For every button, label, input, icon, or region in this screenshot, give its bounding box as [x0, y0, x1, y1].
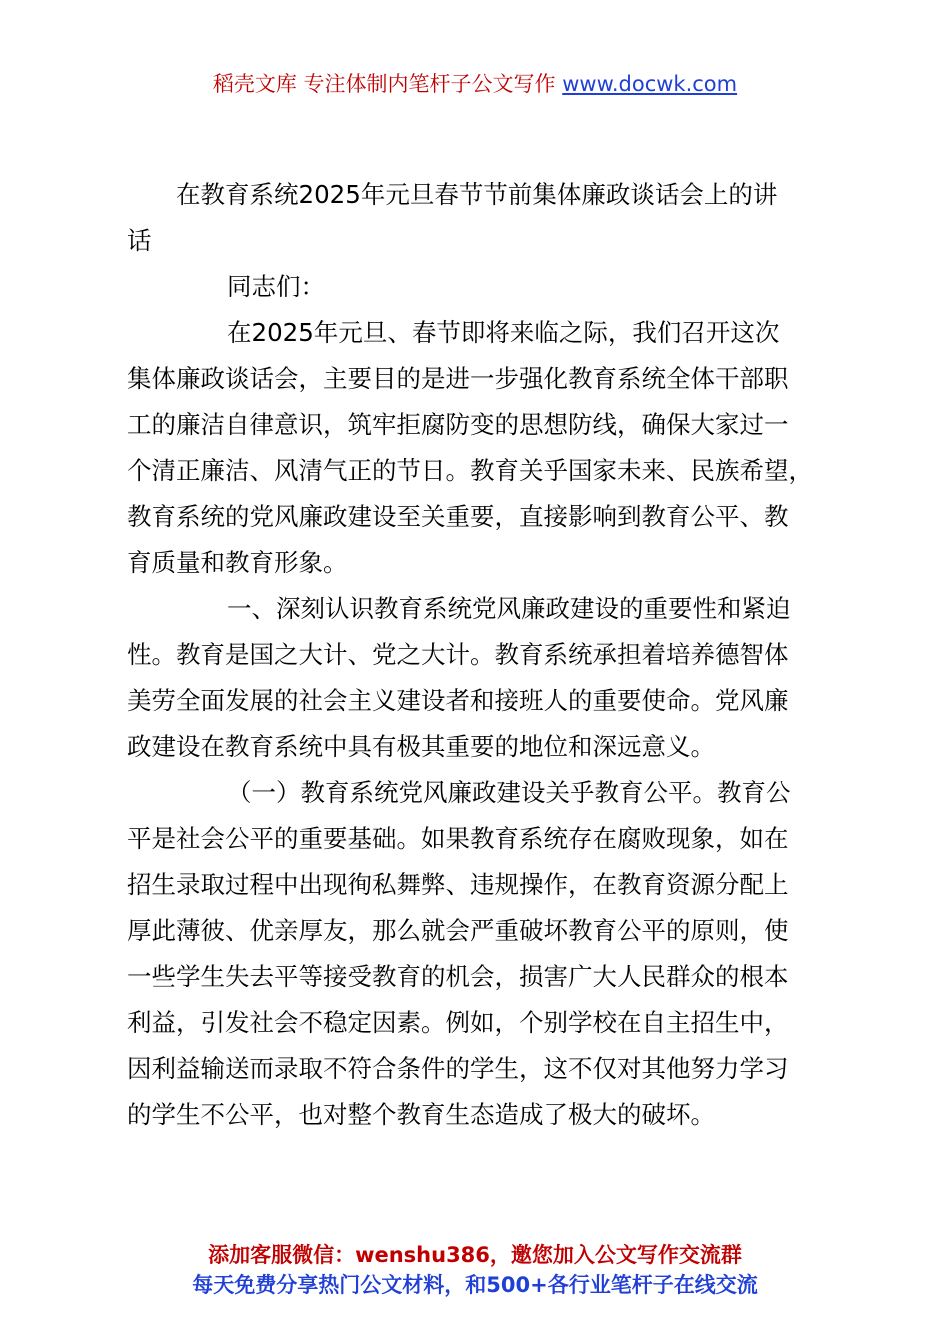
- paragraph-3-line: 一些学生失去平等接受教育的机会，损害广大人民群众的根本: [127, 962, 789, 991]
- paragraph-2-line: 美劳全面发展的社会主义建设者和接班人的重要使命。党风廉: [127, 686, 789, 715]
- paragraph-1-line: 教育系统的党风廉政建设至关重要，直接影响到教育公平、教: [127, 502, 789, 531]
- doc-title-line-2: 话: [127, 226, 152, 255]
- header-banner: [0, 70, 950, 98]
- paragraph-3-line: 招生录取过程中出现徇私舞弊、违规操作，在教育资源分配上: [127, 870, 789, 899]
- doc-title-line-1: 在教育系统2025年元旦春节节前集体廉政谈话会上的讲: [176, 180, 778, 209]
- paragraph-1-line: 个清正廉洁、风清气正的节日。教育关乎国家未来、民族希望，: [127, 456, 813, 485]
- brand-text: 稻壳文库 专注体制内笔杆子公文写作: [212, 72, 556, 96]
- paragraph-1-line: 集体廉政谈话会，主要目的是进一步强化教育系统全体干部职: [127, 364, 789, 393]
- footer-banner: [0, 1240, 950, 1300]
- paragraph-2-line: 性。教育是国之大计、党之大计。教育系统承担着培养德智体: [127, 640, 789, 669]
- footer-wechat-line: 添加客服微信：wenshu386，邀您加入公文写作交流群: [208, 1243, 742, 1267]
- paragraph-1-line: 在2025年元旦、春节即将来临之际，我们召开这次: [227, 318, 780, 347]
- paragraph-2-line: 一、深刻认识教育系统党风廉政建设的重要性和紧迫: [227, 594, 791, 623]
- paragraph-3-line: （一）教育系统党风廉政建设关乎教育公平。教育公: [227, 778, 791, 807]
- paragraph-3-line: 因利益输送而录取不符合条件的学生，这不仅对其他努力学习: [127, 1054, 789, 1083]
- paragraph-1-line: 育质量和教育形象。: [127, 548, 348, 577]
- salutation: 同志们：: [227, 272, 325, 301]
- paragraph-3-line: 厚此薄彼、优亲厚友，那么就会严重破坏教育公平的原则，使: [127, 916, 789, 945]
- paragraph-3-line: 利益，引发社会不稳定因素。例如，个别学校在自主招生中，: [127, 1008, 789, 1037]
- paragraph-1-line: 工的廉洁自律意识，筑牢拒腐防变的思想防线，确保大家过一: [127, 410, 789, 439]
- paragraph-2-line: 政建设在教育系统中具有极其重要的地位和深远意义。: [127, 732, 715, 761]
- paragraph-3-line: 的学生不公平，也对整个教育生态造成了极大的破坏。: [127, 1100, 715, 1129]
- footer-share-line: 每天免费分享热门公文材料，和500+各行业笔杆子在线交流: [192, 1273, 758, 1297]
- document-body: [127, 172, 827, 1138]
- paragraph-3-line: 平是社会公平的重要基础。如果教育系统存在腐败现象，如在: [127, 824, 789, 853]
- site-link[interactable]: www.docwk.com: [562, 72, 738, 96]
